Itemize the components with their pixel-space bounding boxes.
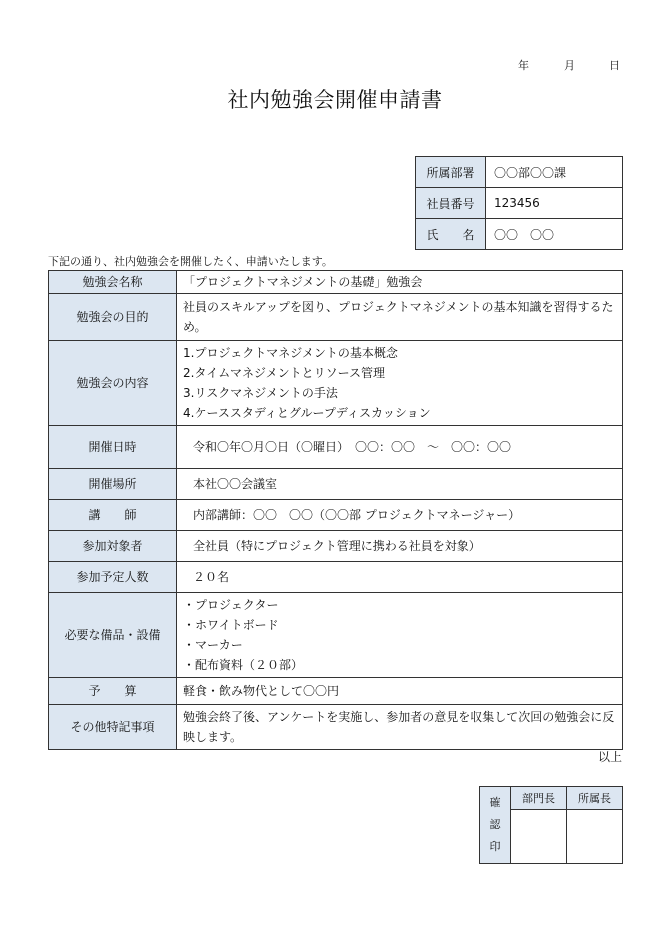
employee-number-label: 社員番号 — [416, 188, 486, 219]
list-item: 3.リスクマネジメントの手法 — [183, 386, 338, 400]
purpose-label: 勉強会の目的 — [49, 294, 177, 341]
lecturer-field[interactable]: 内部講師：〇〇 〇〇（〇〇部 プロジェクトマネージャー） — [177, 500, 623, 531]
department-field[interactable]: 〇〇部〇〇課 — [486, 157, 623, 188]
table-row — [416, 219, 623, 250]
venue-label: 開催場所 — [49, 469, 177, 500]
table-row — [49, 426, 623, 469]
content-field[interactable] — [177, 341, 623, 426]
session-name-label: 勉強会名称 — [49, 271, 177, 294]
department-label: 所属部署 — [416, 157, 486, 188]
table-row — [49, 271, 623, 294]
table-row — [49, 593, 623, 678]
table-row — [49, 531, 623, 562]
stamp-char: 認 — [489, 818, 501, 831]
session-name-field[interactable]: 「プロジェクトマネジメントの基礎」勉強会 — [177, 271, 623, 294]
target-label: 参加対象者 — [49, 531, 177, 562]
lecturer-label: 講 師 — [49, 500, 177, 531]
section-head-stamp-cell[interactable] — [567, 810, 623, 864]
table-row — [49, 341, 623, 426]
list-item: ・マーカー — [183, 638, 243, 652]
datetime-field[interactable]: 令和〇年〇月〇日（〇曜日） 〇〇：〇〇 ～ 〇〇：〇〇 — [177, 426, 623, 469]
stamp-char: 印 — [489, 840, 501, 853]
notes-field[interactable]: 勉強会終了後、アンケートを実施し、参加者の意見を収集して次回の勉強会に反映します。 — [177, 705, 623, 750]
table-row — [416, 157, 623, 188]
target-field[interactable]: 全社員（特にプロジェクト管理に携わる社員を対象） — [177, 531, 623, 562]
venue-field[interactable]: 本社〇〇会議室 — [177, 469, 623, 500]
headcount-field[interactable]: ２０名 — [177, 562, 623, 593]
section-head-label: 所属長 — [567, 787, 623, 810]
equipment-field[interactable] — [177, 593, 623, 678]
notes-label: その他特記事項 — [49, 705, 177, 750]
intro-text: 下記の通り、社内勉強会を開催したく、申請いたします。 — [48, 255, 333, 268]
stamp-char: 確 — [489, 796, 501, 809]
table-row — [49, 705, 623, 750]
date-day-label: 日 — [609, 59, 620, 72]
closing-text: 以上 — [597, 750, 622, 764]
list-item: 1.プロジェクトマネジメントの基本概念 — [183, 346, 398, 360]
employee-number-field[interactable]: 123456 — [486, 188, 623, 219]
table-row — [49, 469, 623, 500]
document-title: 社内勉強会開催申請書 — [227, 88, 443, 112]
list-item: 2.タイムマネジメントとリソース管理 — [183, 366, 386, 380]
datetime-label: 開催日時 — [49, 426, 177, 469]
table-row — [49, 678, 623, 705]
approval-stamp-table — [479, 786, 623, 864]
list-item: ・ホワイトボード — [183, 618, 279, 632]
applicant-info-table — [415, 156, 623, 250]
budget-field[interactable]: 軽食・飲み物代として〇〇円 — [177, 678, 623, 705]
study-session-details-table — [48, 270, 623, 750]
budget-label: 予 算 — [49, 678, 177, 705]
headcount-label: 参加予定人数 — [49, 562, 177, 593]
content-label: 勉強会の内容 — [49, 341, 177, 426]
list-item: 4.ケーススタディとグループディスカッション — [183, 406, 431, 420]
department-head-stamp-cell[interactable] — [511, 810, 567, 864]
list-item: ・配布資料（２０部） — [183, 658, 304, 672]
department-head-label: 部門長 — [511, 787, 567, 810]
date-year-label: 年 — [518, 59, 529, 72]
stamp-label — [480, 787, 511, 864]
table-row — [49, 500, 623, 531]
table-row — [416, 188, 623, 219]
table-row — [49, 294, 623, 341]
table-row — [480, 787, 623, 810]
date-month-label: 月 — [564, 59, 575, 72]
purpose-field[interactable]: 社員のスキルアップを図り、プロジェクトマネジメントの基本知識を習得するため。 — [177, 294, 623, 341]
name-label: 氏 名 — [416, 219, 486, 250]
equipment-label: 必要な備品・設備 — [49, 593, 177, 678]
list-item: ・プロジェクター — [183, 598, 279, 612]
table-row — [49, 562, 623, 593]
name-field[interactable]: 〇〇 〇〇 — [486, 219, 623, 250]
